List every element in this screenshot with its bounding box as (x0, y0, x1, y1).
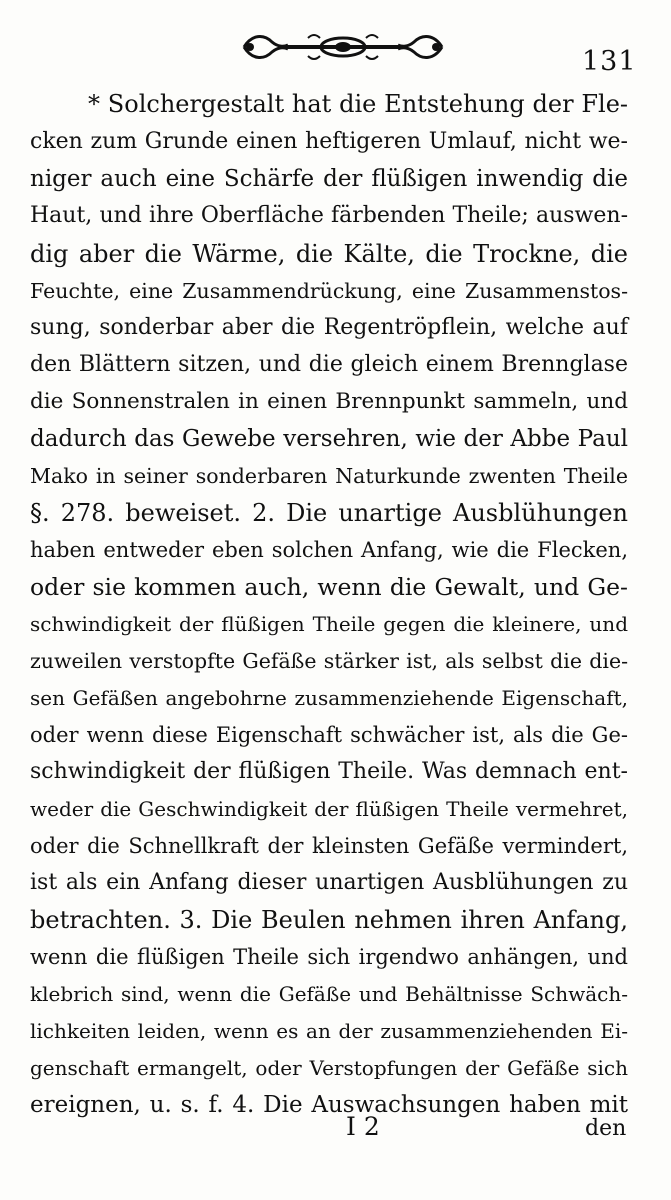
text-line: oder sie kommen auch, wenn die Gewalt, und Ge- (30, 573, 628, 601)
text-line: dig aber die Wärme, die Kälte, die Trockne, die (30, 240, 628, 268)
text-line: zuweilen verstopfte Gefäße stärker ist, als selbst die die- (30, 649, 628, 673)
text-line: lichkeiten leiden, wenn es an der zusammenziehenden Ei- (30, 1019, 628, 1043)
text-line: oder die Schnellkraft der kleinsten Gefäße vermindert, (30, 834, 628, 858)
text-line: Feuchte, eine Zusammendrückung, eine Zusammenstos- (30, 279, 628, 303)
text-line: cken zum Grunde einen heftigeren Umlauf, nicht we- (30, 129, 628, 154)
text-line: schwindigkeit der flüßigen Theile gegen die kleinere, und (30, 612, 628, 636)
page-number: 131 (582, 46, 637, 77)
text-line: ist als ein Anfang dieser unartigen Ausblühungen zu (30, 870, 628, 895)
text-line: genschaft ermangelt, oder Verstopfungen der Gefäße sich (30, 1056, 628, 1080)
text-line: die Sonnenstralen in einen Brennpunkt sammeln, und (30, 389, 628, 414)
text-line: §. 278. beweiset. 2. Die unartige Ausblühungen (30, 499, 628, 527)
text-line: den Blättern sitzen, und die gleich einem Brennglase (30, 352, 628, 377)
text-line: haben entweder eben solchen Anfang, wie die Flecken, (30, 538, 628, 562)
text-line: Mako in seiner sonderbaren Naturkunde zwenten Theile (30, 464, 628, 488)
text-line: schwindigkeit der flüßigen Theile. Was demnach ent- (30, 759, 628, 784)
text-line: * Solchergestalt hat die Entstehung der Fle- (88, 90, 628, 118)
text-line: wenn die flüßigen Theile sich irgendwo anhängen, und (30, 945, 628, 969)
text-line: betrachten. 3. Die Beulen nehmen ihren Anfang, (30, 906, 628, 934)
text-line: sen Gefäßen angebohrne zusammenziehende Eigenschaft, (30, 686, 628, 710)
text-line: sung, sonderbar aber die Regentröpflein, welche auf (30, 315, 628, 340)
text-line: klebrich sind, wenn die Gefäße und Behältnisse Schwäch- (30, 982, 628, 1006)
signature-mark: I 2 (346, 1112, 380, 1141)
text-line: Haut, und ihre Oberfläche färbenden Theile; auswen- (30, 203, 628, 228)
text-line: niger auch eine Schärfe der flüßigen inwendig die (30, 166, 628, 192)
text-line: dadurch das Gewebe versehren, wie der Abbe Paul (30, 426, 628, 452)
catchword: den (585, 1116, 627, 1141)
ornament-icon (238, 30, 448, 64)
text-line: oder wenn diese Eigenschaft schwächer ist, als die Ge- (30, 723, 628, 747)
text-line: weder die Geschwindigkeit der flüßigen Theile vermehret, (30, 797, 628, 821)
text-line: ereignen, u. s. f. 4. Die Auswachsungen haben mit (30, 1092, 628, 1118)
